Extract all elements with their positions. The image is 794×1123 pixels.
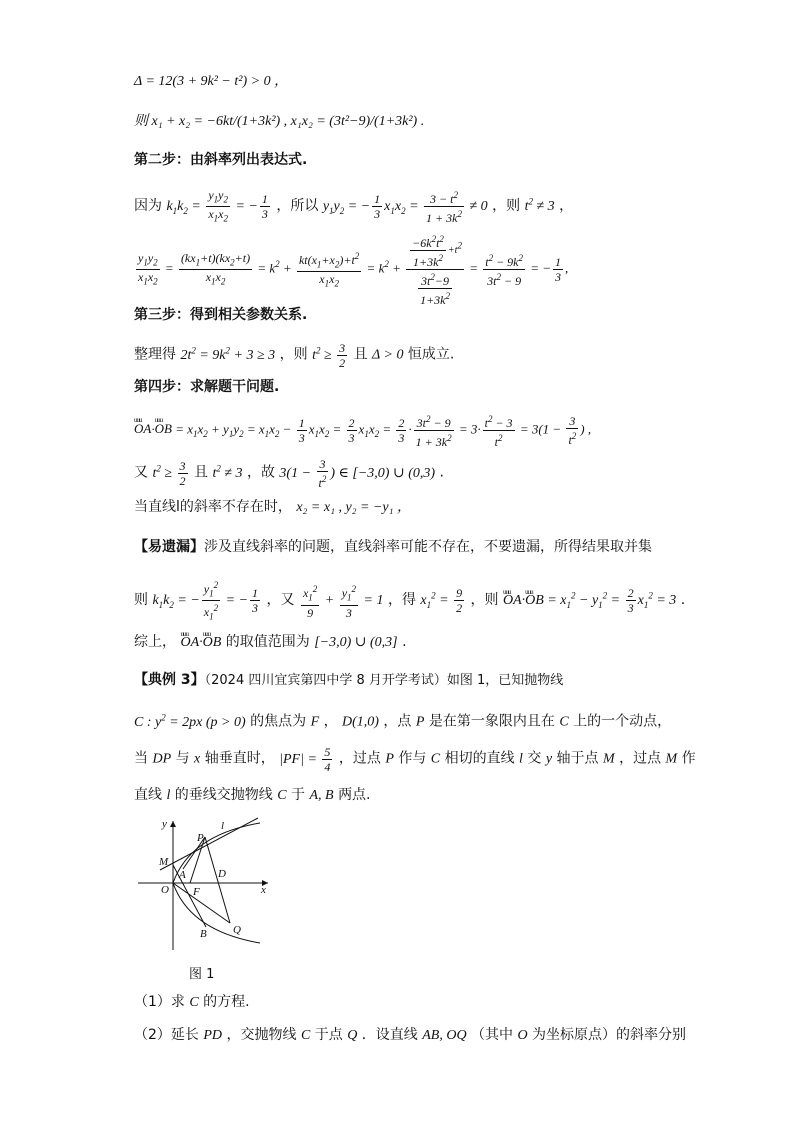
label-B: B: [200, 928, 207, 940]
label-x: x: [261, 884, 266, 896]
pitfall-calc: 则 $k_1k_2$ = − $\frac{y_1^2}{x_1^2}$ = − $\frac{1}{3}$ ，又 $\frac{x_1^2}{9}$ + $\frac{y_1^2}{3}$ = 1 ，得 $x_1^2$ = $\frac{9}{2}$ ，则 uuu OA·uuu OB = $x_1^2 - y_1^2$ = $\frac{2}{3}$ $x_1^2 = 3$ .: [134, 578, 685, 624]
label-l: l: [221, 820, 225, 832]
parabola-figure: [130, 815, 280, 960]
label-Q: Q: [233, 924, 241, 936]
step2-title: 第二步：由斜率列出表达式.: [134, 152, 308, 168]
vieta-line: 则 x₁ + x₂ = −6kt/(1+3k²) , x₁x₂ = (3t²−9)/(1+3k²) .: [134, 114, 425, 129]
step4-formula: uuu OA·uuu OB = $x_1x_2 + y_1y_2 = x_1x_2$ − $\frac{1}{3}$ $x_1x_2$ = $\frac{2}{3}$ $x_1x_2$ = $\frac{2}{3}$ · $\frac{3t^2 - 9}{1 + 3k^2}$ = 3· $\frac{t^2 - 3}{t^2}$ = 3(1 − $\frac{3}{t^2}$ ) ,: [134, 412, 591, 449]
vertical-case-line: 当直线l的斜率不存在时， x₂ = x₁ , y₂ = −y₁ ，: [134, 499, 412, 515]
line-MB: [173, 865, 206, 927]
step2-line1: 因为 $k_1k_2$ = $\frac{y_1y_2}{x_1x_2}$ = − $\frac{1}{3}$ ，所以 $y_1y_2$ = − $\frac{1}{3}$ $x_1x_2$ = $\frac{3 - t^2}{1 + 3k^2}$ ≠ 0 ，则 $t^2 \ne 3$ ，: [134, 188, 574, 226]
step4-line2: 又 $t^2$ ≥ $\frac{3}{2}$ 且 $t^2 \ne 3$ ，故 3(1 − $\frac{3}{t^2}$ ) ∈ [−3,0) ∪ (0,3) .: [134, 457, 444, 490]
example-title-line: 【典例 3】（2024 四川宜宾第四中学 8 月开学考试）如图 1，已知抛物线: [134, 672, 564, 688]
label-F: F: [193, 886, 200, 898]
line-PQ: [205, 837, 230, 923]
step3-title: 第三步：得到相关参数关系.: [134, 307, 308, 323]
step3-line: 整理得 $2t^2 = 9k^2 + 3 \ge 3$ ，则 $t^2$ ≥ $\frac{3}{2}$ 且 Δ > 0 恒成立.: [134, 340, 455, 370]
line-OQ: [173, 883, 230, 923]
question-1: （1）求 C 的方程.: [134, 994, 250, 1010]
question-2: （2）延长 PD ，交抛物线 C 于点 Q ．设直线 AB, OQ （其中 O 为坐标原点）的斜率分别: [134, 1027, 687, 1043]
example-line4: 直线 l 的垂线交抛物线 C 于 A, B 两点.: [134, 787, 371, 803]
label-P: P: [197, 832, 204, 844]
label-y: y: [162, 818, 167, 830]
figure-caption: 图 1: [189, 967, 215, 982]
step2-big-formula: $\frac{y_1y_2}{x_1x_2}$ = $\frac{(kx_1+t)(kx_2+t)}{x_1x_2}$ = $k^2$ + $\frac{kt(x_1+x_2)+t^2}{x_1x_2}$ = $k^2$ + $\frac{-6k^2t^2}{1+3k^2}$ $+t^2$ $\frac{3t^2-9}{1+3k^2}$ = $\frac{t^2 - 9k^2}{3t^2 - 9}$ = − $\frac{1}{3}$ ,: [138, 234, 569, 307]
summary-line: 综上， uuu OA·uuu OB 的取值范围为 [−3,0) ∪ (0,3] .: [134, 632, 407, 653]
label-O: O: [161, 884, 169, 896]
label-D: D: [218, 868, 226, 880]
example-line3: 当 DP 与 x 轴垂直时， |PF| = $\frac{5}{4}$ ，过点 P 作与 C 相切的直线 l 交 y 轴于点 M ，过点 M 作: [134, 745, 696, 774]
y-axis-arrow: [170, 821, 176, 827]
example-line2: C : $y^2 = 2px$ (p > 0) 的焦点为 F ， D(1,0) ，点 P 是在第一象限内且在 C 上的一个动点，: [134, 712, 672, 730]
delta-line: Δ = 12(3 + 9k² − t²) > 0 ，: [134, 74, 289, 89]
label-M: M: [159, 856, 169, 868]
step4-title: 第四步：求解题干问题.: [134, 379, 280, 395]
label-A: A: [179, 869, 186, 881]
pitfall-line: 【易遗漏】涉及直线斜率的问题，直线斜率可能不存在，不要遗漏，所得结果取并集: [134, 539, 652, 555]
